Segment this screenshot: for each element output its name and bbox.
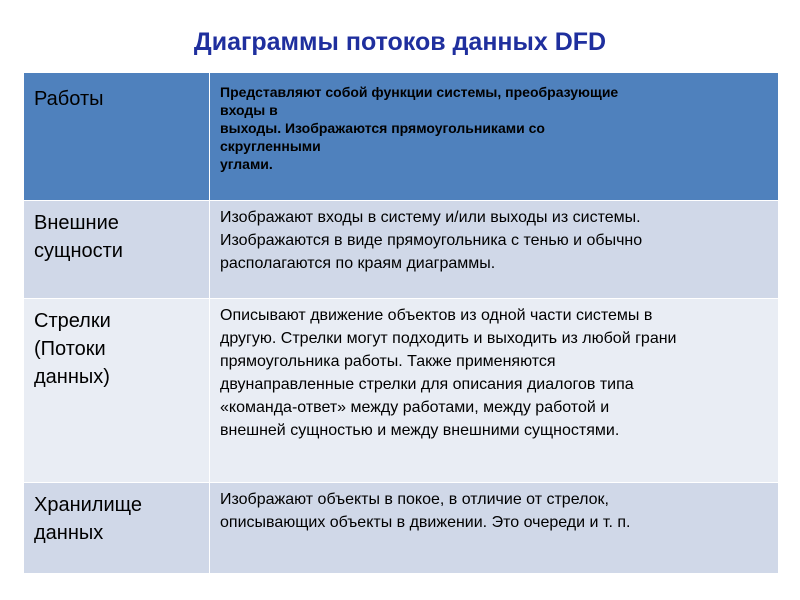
term-text: Внешние [34,212,119,234]
description-line: углами. [220,156,273,172]
term-text: сущности [34,240,123,262]
description-line: Представляют собой функции системы, преобразующие [220,84,619,100]
description-cell [210,483,779,574]
term-text: данных) [34,366,110,388]
description-line: «команда-ответ» между работами, между работой и [220,399,610,416]
description-line: располагаются по краям диаграммы. [220,255,496,272]
description-line: выходы. Изображаются прямоугольниками со [220,120,545,136]
term-text: (Потоки [34,338,106,360]
description-line: Изображают входы в систему и/или выходы из системы. [220,209,641,226]
dfd-elements-table [23,72,779,574]
table-row-external-entities [24,201,779,299]
description-line: входы в [220,102,278,118]
term-text: Стрелки [34,310,111,332]
term-cell [24,73,210,201]
term-text: Работы [34,88,104,110]
table-row-processes [24,73,779,201]
term-cell [24,299,210,483]
description-cell [210,299,779,483]
table-row-data-store [24,483,779,574]
slide-title: Диаграммы потоков данных DFD [193,28,607,56]
description-line: описывающих объекты в движении. Это очереди и т. п. [220,514,631,531]
description-line: двунаправленные стрелки для описания диалогов типа [220,376,634,393]
description-cell [210,201,779,299]
description-line: Изображают объекты в покое, в отличие от стрелок, [220,491,609,508]
term-text: данных [34,522,104,544]
description-cell [210,73,779,201]
term-cell [24,483,210,574]
term-text: Хранилище [34,494,142,516]
term-cell [24,201,210,299]
table-row-data-flows [24,299,779,483]
description-line: внешней сущностью и между внешними сущностями. [220,422,620,439]
description-line: скругленными [220,138,321,154]
description-line: Описывают движение объектов из одной части системы в [220,307,653,324]
description-line: другую. Стрелки могут подходить и выходить из любой грани [220,330,677,347]
description-line: Изображаются в виде прямоугольника с тенью и обычно [220,232,643,249]
description-line: прямоугольника работы. Также применяются [220,353,556,370]
